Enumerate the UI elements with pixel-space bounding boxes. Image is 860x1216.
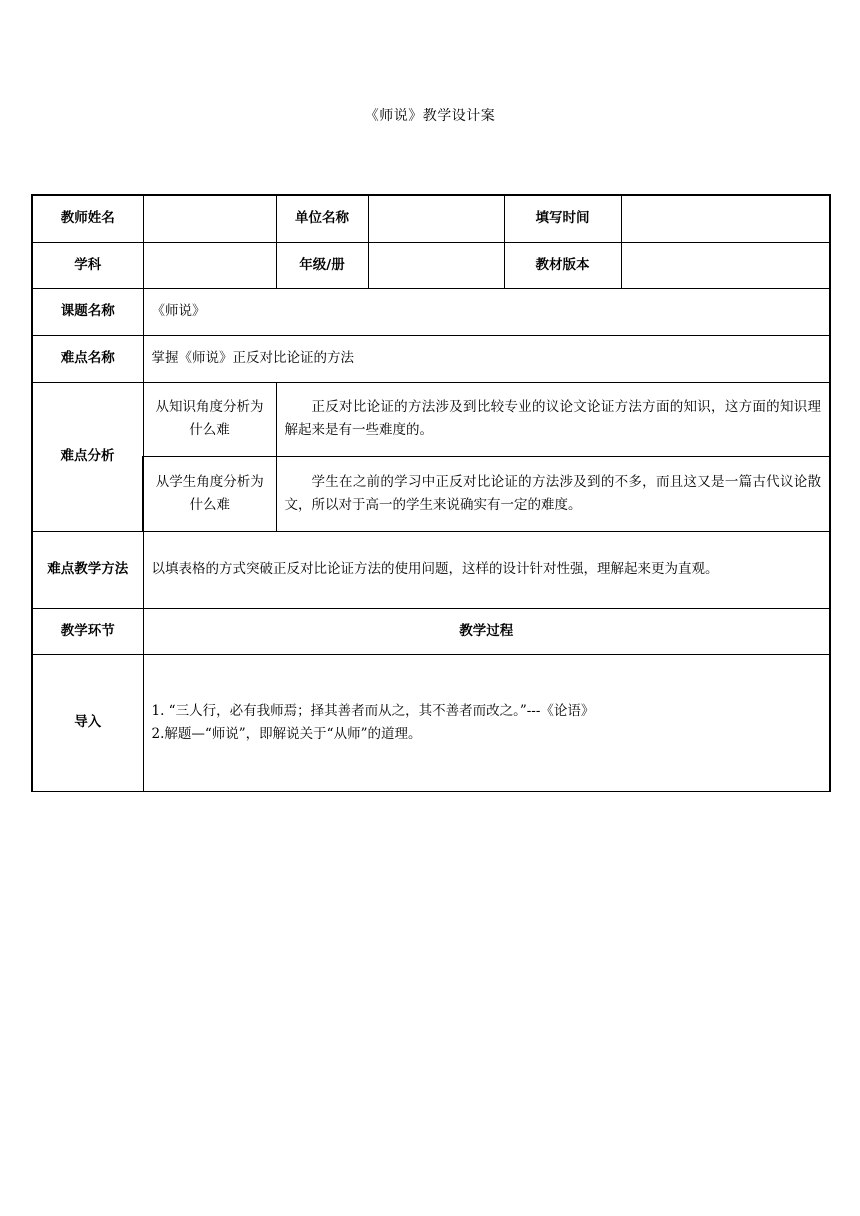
textbook-label: 教材版本 [504, 242, 621, 288]
grade-label: 年级/册 [276, 242, 368, 288]
grade-value[interactable] [368, 242, 504, 288]
row-analysis-student [32, 456, 830, 531]
unit-name-value[interactable] [368, 195, 504, 242]
analysis-student-label: 从学生角度分析为什么难 [143, 456, 276, 531]
row-subject-info [32, 242, 830, 288]
analysis-label: 难点分析 [32, 382, 143, 531]
intro-line-2: 2.解题—“师说”，即解说关于“从师”的道理。 [151, 725, 422, 742]
analysis-knowledge-text: 正反对比论证的方法涉及到比较专业的议论文论证方法方面的知识，这方面的知识理解起来是有一些难度的。 [276, 382, 830, 456]
analysis-student-text: 学生在之前的学习中正反对比论证的方法涉及到的不多，而且这又是一篇古代议论散文，所以对于高一的学生来说确实有一定的难度。 [276, 456, 830, 531]
document-title: 《师说》教学设计案 [364, 108, 496, 124]
fill-time-label: 填写时间 [504, 195, 621, 242]
row-process-header [32, 608, 830, 654]
row-difficulty [32, 335, 830, 382]
teacher-name-label: 教师姓名 [32, 195, 143, 242]
topic-label: 课题名称 [32, 288, 143, 335]
analysis-knowledge-label: 从知识角度分析为什么难 [143, 382, 276, 456]
fill-time-value[interactable] [621, 195, 830, 242]
unit-name-label: 单位名称 [276, 195, 368, 242]
difficulty-value: 掌握《师说》正反对比论证的方法 [143, 335, 830, 382]
lesson-plan-table [31, 194, 831, 792]
method-label: 难点教学方法 [32, 531, 143, 608]
difficulty-label: 难点名称 [32, 335, 143, 382]
teacher-name-value[interactable] [143, 195, 276, 242]
textbook-value[interactable] [621, 242, 830, 288]
row-analysis-knowledge [32, 382, 830, 456]
stage-header: 教学环节 [32, 608, 143, 654]
subject-value[interactable] [143, 242, 276, 288]
row-teacher-info [32, 195, 830, 242]
method-value: 以填表格的方式突破正反对比论证方法的使用问题，这样的设计针对性强，理解起来更为直观。 [143, 531, 830, 608]
topic-value: 《师说》 [143, 288, 830, 335]
row-topic [32, 288, 830, 335]
intro-line-1: 1. “三人行，必有我师焉；择其善者而从之，其不善者而改之。”---《论语》 [151, 702, 595, 719]
intro-label: 导入 [32, 654, 143, 791]
row-method [32, 531, 830, 608]
intro-content [143, 654, 830, 791]
subject-label: 学科 [32, 242, 143, 288]
row-intro [32, 654, 830, 791]
process-header: 教学过程 [143, 608, 830, 654]
